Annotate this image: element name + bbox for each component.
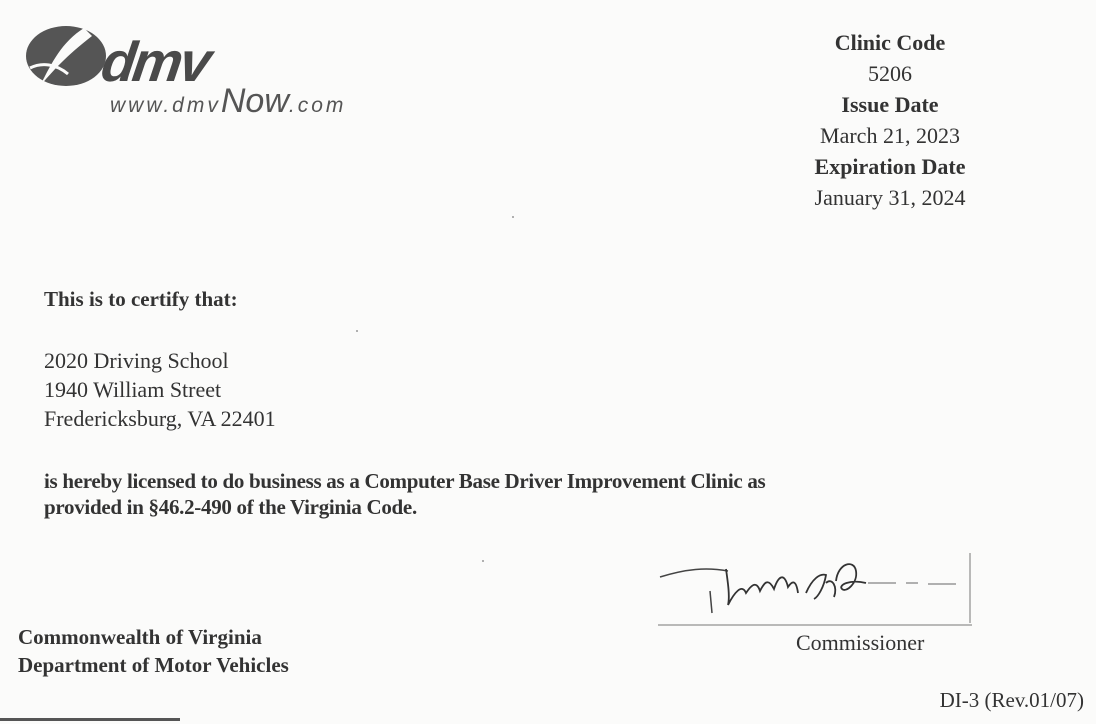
scan-edge-rule [0, 718, 180, 721]
dmv-now-logo [22, 20, 362, 120]
clinic-code-value: 5206 [868, 61, 912, 86]
expiration-date-value: January 31, 2024 [814, 185, 966, 210]
certify-intro: This is to certify that: [44, 287, 238, 311]
license-statement [44, 468, 964, 520]
license-statement-line1: is hereby licensed to do business as a Computer Base Driver Improvement Clinic as [44, 469, 766, 493]
dmv-url [110, 82, 346, 121]
licensee-name: 2020 Driving School [44, 348, 229, 373]
expiration-date-label: Expiration Date [814, 154, 966, 179]
scan-speck [512, 216, 514, 218]
clinic-code-label: Clinic Code [834, 30, 946, 55]
issue-date-value: March 21, 2023 [820, 123, 960, 148]
commissioner-title: Commissioner [796, 630, 925, 655]
license-statement-line2: provided in §46.2-490 of the Virginia Code. [44, 495, 417, 519]
url-now: Now [220, 82, 289, 120]
scan-speck [482, 560, 484, 562]
issuing-agency [18, 623, 289, 679]
agency-line1: Commonwealth of Virginia [18, 625, 262, 649]
commissioner-signature [656, 553, 976, 631]
url-suffix: .com [288, 94, 347, 117]
scan-speck [356, 330, 358, 332]
licensee-address [44, 346, 276, 433]
url-prefix: www.dmv [110, 94, 221, 117]
certificate-meta [790, 28, 990, 214]
agency-line2: Department of Motor Vehicles [18, 653, 289, 677]
licensee-street: 1940 William Street [44, 377, 222, 402]
dmv-wordmark: dmv [97, 30, 213, 93]
licensee-city-state-zip: Fredericksburg, VA 22401 [44, 406, 276, 431]
issue-date-label: Issue Date [841, 92, 939, 117]
form-code: DI-3 (Rev.01/07) [939, 688, 1084, 712]
